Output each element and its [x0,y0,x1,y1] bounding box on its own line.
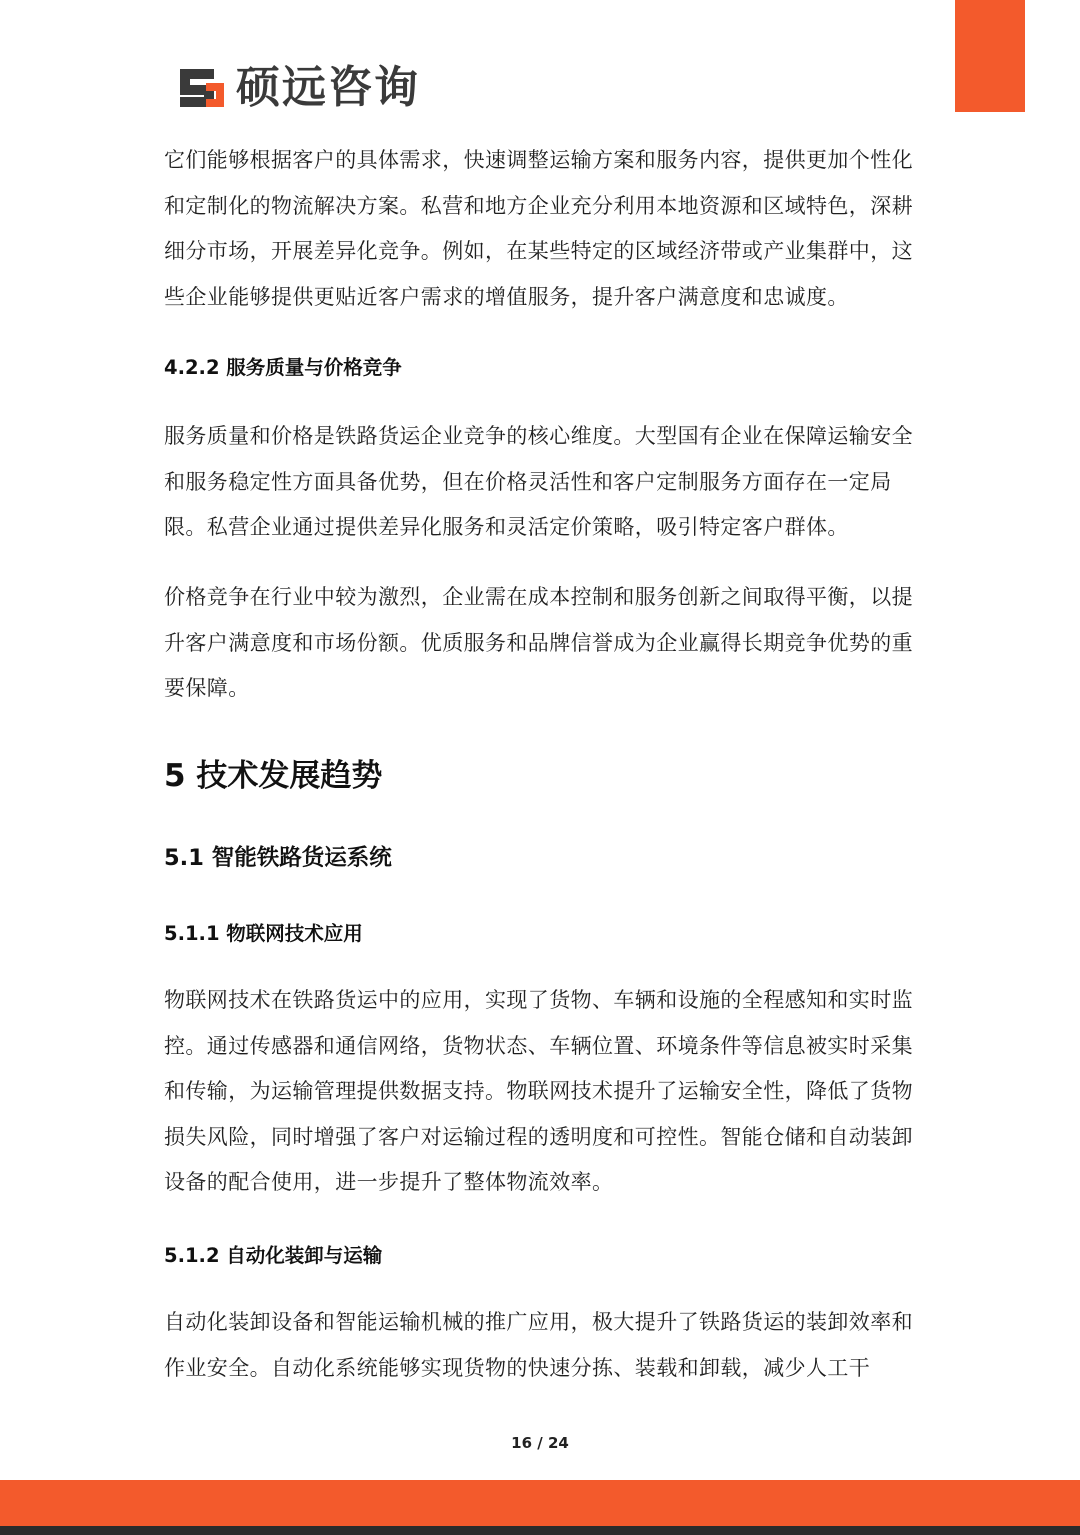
logo-text: 硕远咨询 [236,62,420,113]
paragraph-2: 服务质量和价格是铁路货运企业竞争的核心维度。大型国有企业在保障运输安全和服务稳定性方面具备优势，但在价格灵活性和客户定制服务方面存在一定局限。私营企业通过提供差异化服务和灵活定价策略，吸引特定客户群体。 [164,424,913,539]
company-logo [176,62,420,114]
paragraph-1: 它们能够根据客户的具体需求，快速调整运输方案和服务内容，提供更加个性化和定制化的物流解决方案。私营和地方企业充分利用本地资源和区域特色，深耕细分市场，开展差异化竞争。例如，在某些特定的区域经济带或产业集群中，这些企业能够提供更贴近客户需求的增值服务，提升客户满意度和忠诚度。 [164,148,913,309]
heading-4-2-2: 4.2.2 服务质量与价格竞争 [164,356,402,379]
heading-5-1: 5.1 智能铁路货运系统 [164,845,392,871]
paragraph-3: 价格竞争在行业中较为激烈，企业需在成本控制和服务创新之间取得平衡，以提升客户满意度和市场份额。优质服务和品牌信誉成为企业赢得长期竞争优势的重要保障。 [164,585,913,700]
paragraph-4: 物联网技术在铁路货运中的应用，实现了货物、车辆和设施的全程感知和实时监控。通过传感器和通信网络，货物状态、车辆位置、环境条件等信息被实时采集和传输，为运输管理提供数据支持。物联网技术提升了运输安全性，降低了货物损失风险，同时增强了客户对运输过程的透明度和可控性。智能仓储和自动装卸设备的配合使用，进一步提升了整体物流效率。 [164,988,913,1194]
heading-5-1-1: 5.1.1 物联网技术应用 [164,922,363,945]
logo-mark-icon [176,65,228,111]
page-number: 16 / 24 [511,1434,569,1452]
heading-5-1-2: 5.1.2 自动化装卸与运输 [164,1244,383,1267]
footer-dark-bar [0,1526,1080,1535]
heading-5: 5 技术发展趋势 [164,758,383,794]
paragraph-5: 自动化装卸设备和智能运输机械的推广应用，极大提升了铁路货运的装卸效率和作业安全。自动化系统能够实现货物的快速分拣、装载和卸载，减少人工干 [164,1310,913,1380]
corner-accent-block [955,0,1025,112]
footer-accent-bar [0,1480,1080,1526]
